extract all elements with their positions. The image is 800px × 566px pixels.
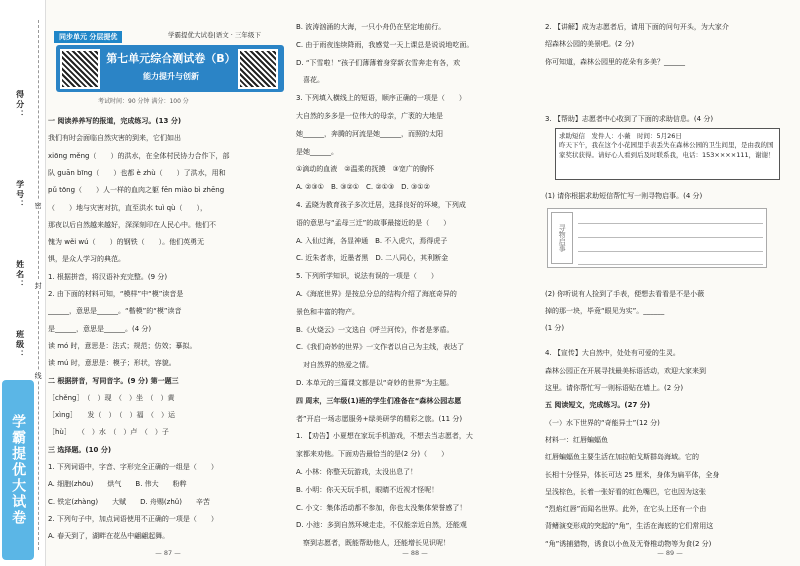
col1-line-20: 1. 下列词语中，字音、字形完全正确的一组是（ ）	[48, 463, 218, 471]
col2-line-28: D. 小池：多到自然环境走走，不仅能亲近自然，还能观	[296, 521, 467, 530]
student-no-label: 学号：	[15, 180, 25, 210]
test-subtitle: 能力提升与创新	[143, 72, 199, 81]
col1-line-12: 是______，意思是______。(4 分)	[48, 324, 152, 333]
help-message-head: 求助短信 发件人：小薇 时间：5月26日	[559, 132, 682, 140]
col3-line-13: 材料一：红唇蝙蝠鱼	[545, 435, 608, 444]
column-2	[296, 0, 534, 566]
col2-line-26: B. 小明：你天天玩手机，眼睛不近视才怪呢！	[296, 485, 439, 494]
col1-line-5: （ ）地与灾害对抗，直至洪水 tuì qù（ ），	[48, 203, 207, 212]
col1-line-2: xiōng měng（ ）的洪水，在全体村民协力合作下，部	[48, 151, 230, 160]
col1-line-24: A. 春天到了，湖畔在花丛中翩翩起舞。	[48, 532, 170, 541]
col3-line-1: 绍森林公园的美景吧。(2 分)	[545, 40, 635, 49]
col2-line-25: A. 小林：你整天玩游戏，太没出息了！	[296, 468, 418, 476]
col2-line-12: A. 入仙过海，各显神通 B. 不入虎穴，焉得虎子	[296, 236, 448, 245]
col3-line-7: (1 分)	[545, 324, 565, 333]
col2-line-21: 四 周末，三年级(1)班的学生们准备在“森林公园志愿	[296, 396, 462, 405]
col3-line-10: 这里。请你帮忙写一则标语贴在墙上。(2 分)	[545, 384, 684, 392]
col3-line-5: (2) 你听说有人捡到了手表，便想去看看是不是小薇	[545, 289, 705, 298]
lost-notice-writing-box[interactable]	[547, 208, 767, 268]
col3-line-0: 2. 【讲解】成为志愿者后，请用下面的问句开头，为大家介	[545, 23, 729, 31]
col1-line-0: 一 阅读养养写的报道，完成练习。(13 分)	[48, 117, 182, 125]
col2-line-14: 5. 下列所学知识，说法有误的一项是（ ）	[296, 272, 438, 281]
column-1	[48, 0, 288, 566]
col1-line-7: 愧为 wěi wú（ ）的钢铁（ ）。他们英勇无	[48, 238, 205, 247]
col1-line-22: C. 铁定(zhàng) 大赋 D. 舟赐(zhǔ) 辛苦	[48, 497, 210, 506]
column-3	[545, 0, 795, 566]
col2-line-3: 喜花。	[296, 76, 324, 85]
col1-line-1: 我们有时会面临自然灾害的到来，它们如出	[48, 134, 181, 143]
col1-line-15: 二 根据拼音，写同音字。(9 分) 第一题三	[48, 376, 179, 385]
col2-line-0: B. 波涛汹涌的大海，一只小舟仍在坚定地前行。	[296, 23, 446, 31]
class-label: 班级：	[15, 330, 25, 360]
col3-line-18: 背鳍演变形成的突起的“角”，生活在海底的它们常用这	[545, 522, 714, 531]
page-number-88: — 88 —	[402, 548, 428, 557]
col2-line-22: 者”开启一场志愿服务+绿美研学的精彩之旅。(11 分)	[296, 414, 463, 423]
col2-line-17: B.《火烧云》一文选自《呼兰河传》，作者是茅盾。	[296, 325, 454, 334]
page-number-87: — 87 —	[155, 548, 181, 557]
col1-line-3: 队 guān bīng（ ）也都 è zhù（ ）了洪水，用和	[48, 168, 226, 177]
exam-meta: 考试时间：90 分钟 满分：100 分	[98, 98, 189, 105]
col2-line-13: C. 近朱者赤，近墨者黑 D. 二八同心，其利断金	[296, 254, 449, 263]
col3-line-19: “角”诱捕猎物，诱食以小鱼及无脊椎动物等为食(2 分)	[545, 539, 712, 548]
col1-line-23: 2. 下列句子中，加点词语使用不正确的一项是（ ）	[48, 514, 218, 523]
help-message-body: 昨天下午，我在这个小花园里手表丢失在森林公园的卫生间里，是由我的国家奖状获得。请好心人看到后及时联系我，电话：153××××111，谢谢！	[559, 141, 775, 159]
col1-line-9: 1. 根据拼音，将汉语补充完整。(9 分)	[48, 272, 168, 281]
bind-mark: 封	[34, 282, 43, 289]
col2-line-23: 1. 【劝告】小夏想在家玩手机游戏，不想去当志愿者，大	[296, 432, 473, 441]
help-message-box	[555, 128, 780, 180]
header-tag: 同步单元 分层提优	[54, 31, 122, 43]
line-mark: 线	[34, 372, 43, 379]
col3-line-12: （一）水下世界的“奇能异士”(12 分)	[545, 418, 660, 427]
col2-line-15: A.《海底世界》是按总分总的结构介绍了海底奇异的	[296, 290, 457, 298]
col2-line-4: 3. 下列填入横线上的短语，顺序正确的一项是（ ）	[296, 94, 466, 103]
col2-line-19: 对自然界的热爱之情。	[296, 361, 373, 370]
col3-line-4: (1) 请你根据求助短信帮忙写一则寻物启事。(4 分)	[545, 192, 703, 201]
col3-line-16: 呈浅棕色，长着一张好看的红色嘴巴，它也因为这张	[545, 487, 706, 496]
col2-line-18: C.《我们奇妙的世界》一文作者以自己为主线，表达了	[296, 343, 465, 352]
col1-line-8: 惧，是众人学习的典范。	[48, 255, 125, 264]
page-number-89: — 89 —	[657, 548, 683, 557]
score-label: 得分：	[15, 90, 25, 120]
col1-line-13: 读 mó 时，意思是：法式；规范；仿效；摹拟。	[48, 341, 197, 350]
col1-line-10: 2. 由下面的材料可知，“模样”中“模”读音是	[48, 290, 184, 298]
col1-line-14: 读 mú 时，意思是：模子；形状，容貌。	[48, 359, 176, 368]
col3-line-6: 掉的那一块，毕竟“眼见为实”。______	[545, 306, 665, 315]
col2-line-27: C. 小文：集体活动都不参加，你也太没集体荣誉感了！	[296, 503, 467, 512]
col1-line-17: ［xìng］ 发（ ） （ ）福 （ ）运	[48, 411, 175, 420]
col1-line-18: ［hù］ （ ）水 （ ）卢 （ ）子	[48, 428, 169, 437]
col1-line-19: 三 选择题。(10 分)	[48, 445, 112, 454]
col2-line-7: 是她______。	[296, 147, 338, 156]
col1-line-11: ______，意思是______。“楷模”的“模”读音	[48, 307, 182, 316]
col3-line-17: “烈焰红唇”而闻名世界。此外，在它头上还有一个由	[545, 505, 707, 514]
col1-line-4: pǔ tōng（ ）人一样的血肉之躯 fēn miào bì zhēng	[48, 186, 225, 195]
col1-line-6: 那夜以后自然越来越好，深深刻印在人民心中。他们不	[48, 220, 216, 229]
test-title: 第七单元综合测试卷（B）	[106, 52, 236, 65]
col2-line-2: D. “下雪啦！”孩子们薄薄着身穿新衣雪奔走有各，欢	[296, 58, 461, 67]
col2-line-24: 家都来劝他。下面劝告最恰当的是(2 分)（ ）	[296, 450, 449, 459]
qr-code-right[interactable]	[238, 49, 278, 89]
title-banner	[56, 45, 284, 92]
col2-line-6: 她______，奔腾的河流是她______，而照的太阳	[296, 129, 443, 138]
col1-line-16: ［chěng］ （ ）现 （ ）坐 （ ）黄	[48, 393, 175, 402]
name-label: 姓名：	[15, 260, 25, 290]
qr-code-left[interactable]	[60, 49, 100, 89]
brand-stamp: 学霸提优大试卷	[2, 380, 34, 560]
col2-line-20: D. 本单元的三篇课文都是以“奇妙的世界”为主题。	[296, 379, 454, 387]
col1-line-21: A. 细胞(zhōu) 烘气 B. 伟大 粉粹	[48, 480, 187, 489]
col2-line-11: 语的意思与“孟母三迁”的故事最接近的是（ ）	[296, 218, 451, 227]
col2-line-16: 景色和丰富的物产。	[296, 307, 359, 316]
col2-line-1: C. 由于雨夜连续降雨，我感觉一天上课总是说说地吃面。	[296, 40, 474, 49]
col3-line-9: 森林公园正在开展寻找最美标语活动，欢迎大家来到	[545, 366, 706, 375]
col3-line-15: 长相十分怪异，体长可达 25 厘米，身体为扁平体，全身	[545, 470, 720, 479]
series-title: 学霸提优大试卷|语文 · 三年级下	[168, 31, 261, 39]
col2-line-9: A. ②③① B. ③②① C. ②①③ D. ③①②	[296, 183, 430, 192]
col3-line-14: 红唇蝙蝠鱼主要生活在加拉帕戈斯群岛海域。它的	[545, 453, 699, 462]
col3-line-11: 五 阅读短文，完成练习。(27 分)	[545, 401, 651, 410]
col3-line-2: 你可知道，森林公园里的花朵有多美？______	[545, 57, 685, 66]
col2-line-5: 大自然的多多是一位伟大的母亲，广袤的大地是	[296, 112, 443, 120]
col2-line-8: ①滴动的血液 ②温柔的抚摸 ③宽广的胸怀	[296, 165, 434, 174]
col2-line-29: 察到志愿者，既能帮助他人，还能增长见识呢！	[296, 539, 450, 548]
col3-line-8: 4. 【宣传】大自然中，处处有可爱的生灵。	[545, 349, 680, 358]
lost-notice-tab: 寻物启事	[551, 212, 573, 264]
seal-mark: 密	[34, 202, 43, 209]
col3-line-3: 3. 【帮助】志愿者中心收到了下面的求助信息。(4 分)	[545, 114, 714, 123]
col2-line-10: 4. 孟晓为教育孩子多次迁居，选择良好的环境，下列成	[296, 201, 466, 209]
